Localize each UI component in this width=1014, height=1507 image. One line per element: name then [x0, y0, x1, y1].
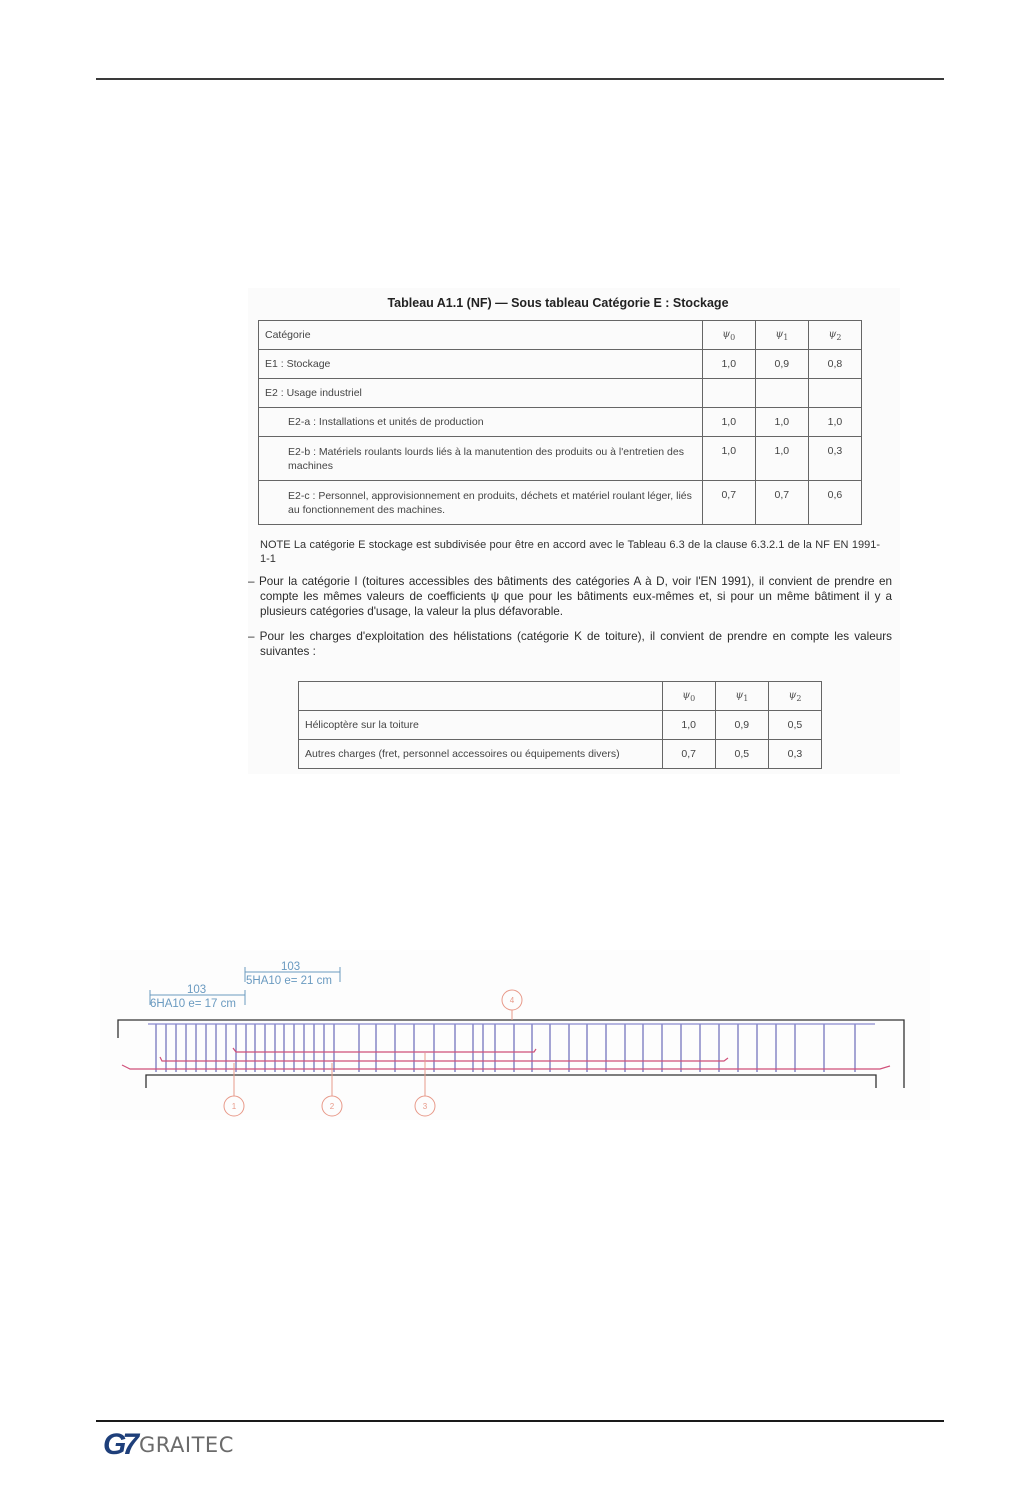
header-psi2: $\psi_2$: [808, 321, 861, 350]
table-header-row: [299, 682, 822, 711]
psi1-value: 0,5: [715, 740, 768, 769]
header-empty: [299, 682, 663, 711]
table-row: [259, 350, 862, 379]
psi0-value: [702, 379, 755, 408]
psi2-value: 0,5: [768, 711, 821, 740]
row-label: E2 : Usage industriel: [259, 379, 703, 408]
markers: [224, 990, 522, 1116]
psi1-value: 0,9: [755, 350, 808, 379]
helistation-table: [298, 681, 822, 769]
table-row: [299, 740, 822, 769]
psi0-value: 1,0: [702, 437, 755, 481]
bar-1: [122, 1065, 890, 1069]
footer-rule: [96, 1420, 944, 1422]
dimension-length-2: 103: [281, 961, 301, 973]
longitudinal-bars: [122, 1048, 890, 1069]
psi2-value: 1,0: [808, 408, 861, 437]
row-label: E2-c : Personnel, approvisionnement en produits, déchets et matériel roulant léger, liés au fonctionnement des machines.: [259, 481, 703, 525]
psi1-value: 1,0: [755, 408, 808, 437]
brand-name: GRAITEC: [139, 1433, 234, 1457]
category-e-table: [258, 320, 862, 525]
psi0-value: 1,0: [702, 408, 755, 437]
psi2-value: 0,6: [808, 481, 861, 525]
psi1-value: 0,7: [755, 481, 808, 525]
psi0-value: 1,0: [662, 711, 715, 740]
header-category: Catégorie: [259, 321, 703, 350]
header-psi2: $\psi_2$: [768, 682, 821, 711]
stirrups: [156, 1024, 855, 1072]
marker-label: 4: [509, 996, 515, 1005]
table-row: [259, 379, 862, 408]
header-rule: [96, 78, 944, 80]
row-label: E2-b : Matériels roulants lourds liés à la manutention des produits ou à l'entretien des machines: [259, 437, 703, 481]
graitec-logo-icon: G7: [103, 1428, 136, 1461]
marker-label: 2: [329, 1102, 335, 1111]
header-psi0: $\psi_0$: [702, 321, 755, 350]
row-label: Autres charges (fret, personnel accessoires ou équipements divers): [299, 740, 663, 769]
bullet-category-i: – Pour la catégorie I (toitures accessibles des bâtiments des catégories A à D, voir l'EN 1991), il convient de prendre en compte les mêmes valeurs de coefficients ψ que pour les bâtiments eux-mêmes et, si pour un même bâtiment il y a plusieurs catégories d'usage, la valeur la plus défavorable.: [248, 575, 892, 618]
psi2-value: [808, 379, 861, 408]
row-label: Hélicoptère sur la toiture: [299, 711, 663, 740]
psi0-value: 1,0: [702, 350, 755, 379]
table-note: NOTE La catégorie E stockage est subdivisée pour être en accord avec le Tableau 6.3 de la clause 6.3.2.1 de la NF EN 1991-1-1: [260, 539, 880, 565]
marker-label: 1: [231, 1102, 237, 1111]
marker-label: 3: [422, 1102, 428, 1111]
psi0-value: 0,7: [662, 740, 715, 769]
header-psi1: $\psi_1$: [715, 682, 768, 711]
dimension-label-2: 5HA10 e= 21 cm: [246, 975, 332, 987]
psi1-value: [755, 379, 808, 408]
psi2-value: 0,3: [768, 740, 821, 769]
row-label: E1 : Stockage: [259, 350, 703, 379]
psi1-value: 1,0: [755, 437, 808, 481]
header-psi1: $\psi_1$: [755, 321, 808, 350]
scanned-table-excerpt: [248, 288, 900, 774]
header-psi0: $\psi_0$: [662, 682, 715, 711]
psi0-value: 0,7: [702, 481, 755, 525]
psi2-value: 0,8: [808, 350, 861, 379]
beam-reinforcement-drawing: [100, 950, 930, 1120]
psi2-value: 0,3: [808, 437, 861, 481]
table-row: [259, 481, 862, 525]
table-row: [299, 711, 822, 740]
row-label: E2-a : Installations et unités de production: [259, 408, 703, 437]
graitec-logo: [103, 1428, 234, 1462]
table-title: Tableau A1.1 (NF) — Sous tableau Catégorie E : Stockage: [387, 296, 729, 310]
beam-outline-bottom: [146, 1075, 876, 1088]
psi1-value: 0,9: [715, 711, 768, 740]
dimension-label-1: 6HA10 e= 17 cm: [150, 998, 236, 1010]
table-header-row: [259, 321, 862, 350]
bullet-helistations: – Pour les charges d'exploitation des hélistations (catégorie K de toiture), il convient de prendre en compte les valeurs suivantes :: [248, 630, 892, 658]
dimension-length-1: 103: [187, 984, 207, 996]
bar-3: [233, 1048, 536, 1052]
table-row: [259, 437, 862, 481]
table-row: [259, 408, 862, 437]
